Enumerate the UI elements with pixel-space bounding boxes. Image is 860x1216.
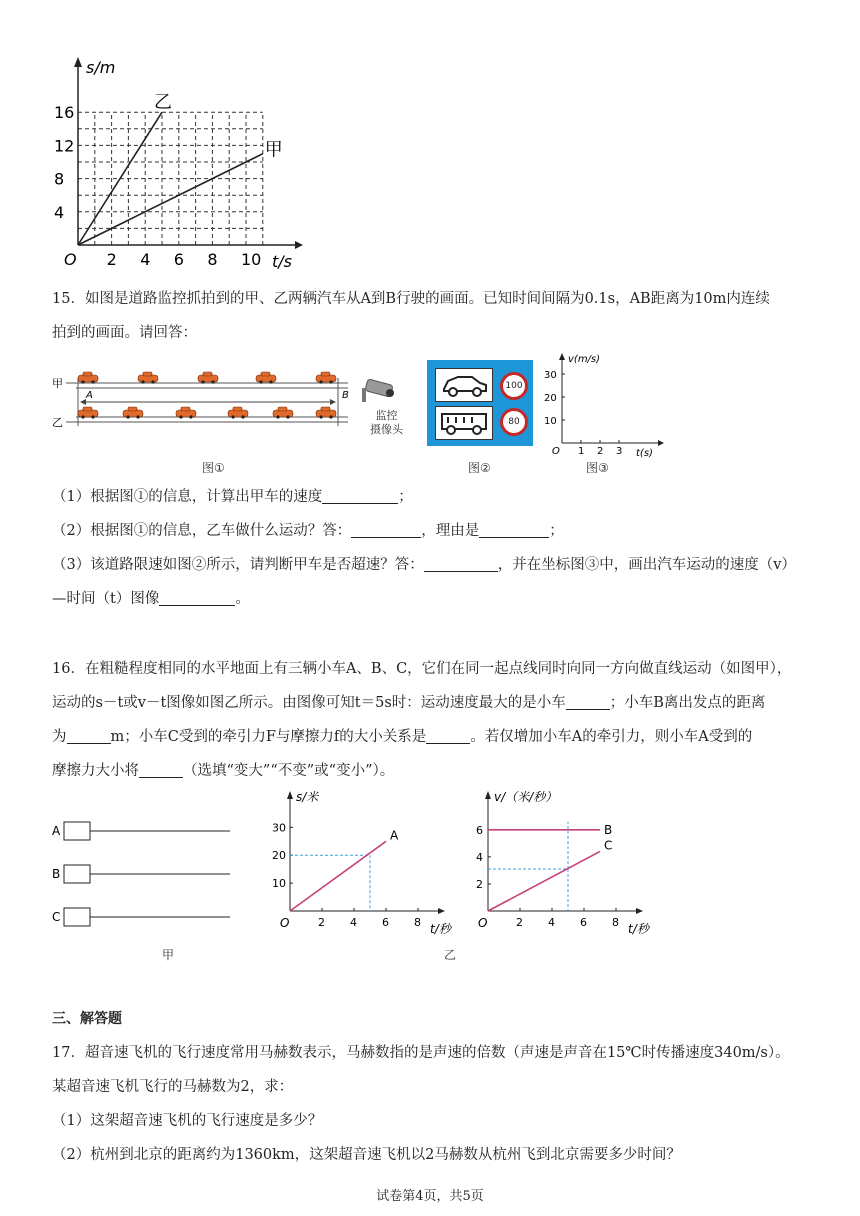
chart-ylabel: s/米: [296, 790, 319, 804]
car-icon: [316, 407, 336, 419]
fig1-point-A: A: [86, 390, 93, 401]
fig3-y-tick: 10: [544, 416, 557, 427]
top-x-tick: 6: [173, 250, 184, 269]
fig3-caption: 图③: [586, 461, 609, 475]
chart-xlabel: t/秒: [430, 922, 451, 936]
answer-blank[interactable]: [566, 693, 610, 710]
series-line: [290, 841, 386, 911]
x-tick: 4: [350, 916, 357, 929]
x-tick: 6: [382, 916, 389, 929]
car-A-label: A: [52, 824, 61, 838]
car-icon: [273, 407, 293, 419]
speed-limit-sign: [427, 360, 533, 446]
q16-text: 16．在粗糙程度相同的水平地面上有三辆小车A、B、C，它们在同一起点线同时向同一方向做直线运动（如图甲）， 运动的s－t或v－t图像如图乙所示。由图像可知t＝5s时：运动速度最大的是小车 ；小车B离出发点的距离 为 m；小车C受到的牵引力F与摩擦力f的大小关系是 。若仅增加小车A的牵引力，则小车A受到的 摩擦力大小将 （选填“变大”“不变”或“变小”）。: [52, 661, 792, 779]
answer-blank[interactable]: [159, 589, 235, 606]
top-series-line: [78, 154, 263, 245]
section-heading: 三、解答题: [52, 1011, 122, 1027]
car-icon: [256, 372, 276, 384]
fig3-vt-axes: [540, 348, 670, 458]
fig-jia-cars: [48, 810, 238, 930]
camera-label: 监控 摄像头: [370, 409, 403, 436]
q15-intro: [52, 282, 822, 350]
answer-blank[interactable]: [67, 727, 111, 744]
top-chart-grid: [78, 112, 263, 245]
top-xlabel: t/s: [272, 252, 292, 271]
car-icon: [78, 407, 98, 419]
answer-blank[interactable]: [426, 727, 470, 744]
answer-blank[interactable]: [351, 521, 421, 538]
fig3-x-tick: 1: [578, 446, 585, 457]
top-series-label: 甲: [264, 139, 283, 161]
car-icon: [123, 407, 143, 419]
top-st-chart: [50, 55, 310, 275]
car-icon: [316, 372, 336, 384]
car-C-label: C: [52, 910, 61, 924]
q15-part1: （1）根据图①的信息，计算出甲车的速度 ；: [52, 489, 413, 505]
q15-part3-cont: —时间（t）图像 。: [52, 591, 250, 607]
fig3-y-tick: 30: [544, 370, 557, 381]
fig3-x-tick: 2: [597, 446, 604, 457]
chart-origin: O: [478, 916, 488, 930]
fig1-row-jia: 甲: [52, 377, 63, 390]
car-icon: [435, 368, 493, 402]
car-icon: [138, 372, 158, 384]
y-tick: 2: [476, 877, 483, 891]
bus-icon: [435, 406, 493, 440]
car-icon: [228, 407, 248, 419]
y-tick: 4: [476, 850, 483, 864]
x-tick: 4: [548, 916, 555, 929]
top-y-tick: 16: [54, 103, 75, 123]
q15-intro-line1: 15．如图是道路监控抓拍到的甲、乙两辆汽车从A到B行驶的画面。已知时间间隔为0.1s，AB距离为10m内连续: [52, 291, 770, 307]
top-y-tick: 4: [54, 202, 65, 222]
q15-intro-line2: 拍到的画面。请回答：: [52, 325, 197, 341]
car-icon: [78, 372, 98, 384]
x-tick: 6: [580, 916, 587, 929]
series-label: B: [604, 822, 613, 837]
limit-car-100: 100: [500, 372, 528, 400]
y-tick: 10: [272, 877, 286, 891]
top-x-tick: 2: [106, 250, 117, 269]
top-ylabel: s/m: [86, 58, 116, 77]
top-origin: O: [64, 250, 77, 269]
fig-yi-caption: 乙: [444, 948, 457, 962]
top-y-arrow: [74, 57, 82, 67]
y-tick: 30: [272, 821, 286, 835]
fig1-point-B: B: [342, 390, 349, 401]
fig3-y-tick: 20: [544, 393, 557, 404]
camera-icon: [362, 379, 394, 402]
top-y-tick: 12: [54, 136, 75, 156]
x-tick: 2: [516, 916, 523, 929]
series-label: C: [604, 838, 613, 853]
car-icon: [176, 407, 196, 419]
top-x-tick: 4: [140, 250, 151, 269]
top-series-label: 乙: [154, 92, 172, 114]
limit-bus-80: 80: [500, 408, 528, 436]
page-footer: 试卷第4页，共5页: [376, 1189, 484, 1204]
x-tick: 8: [414, 916, 421, 929]
answer-blank[interactable]: [479, 521, 549, 538]
chart-origin: O: [280, 916, 290, 930]
chart-xlabel: t/秒: [628, 922, 649, 936]
fig3-x-tick: 3: [616, 446, 623, 457]
fig2-caption: 图②: [468, 461, 491, 475]
y-tick: 6: [476, 823, 483, 837]
fig-jia-caption: 甲: [162, 948, 175, 962]
fig3-origin: O: [552, 446, 560, 457]
series-line: [488, 851, 600, 911]
car-icon: [198, 372, 218, 384]
q17-text: 17．超音速飞机的飞行速度常用马赫数表示，马赫数指的是声速的倍数（声速是声音在15℃时传播速度340m/s）。 某超音速飞机飞行的马赫数为2，求： （1）这架超音速飞机的飞行速度是多少？ （2）杭州到北京的距离约为1360km，这架超音速飞机以2马赫数从杭州飞到北京需要多少时间？: [52, 1045, 790, 1163]
fig3-ylabel: v(m/s): [568, 354, 601, 365]
top-y-tick: 8: [54, 169, 65, 189]
answer-blank[interactable]: [322, 487, 398, 504]
q15-part3: （3）该道路限速如图②所示，请判断甲车是否超速？答： ，并在坐标图③中，画出汽车运动的速度（v）: [52, 557, 796, 573]
x-tick: 2: [318, 916, 325, 929]
fig1-row-yi: 乙: [52, 416, 63, 429]
top-x-arrow: [295, 241, 303, 249]
q16-st-chart: [262, 785, 462, 940]
answer-blank[interactable]: [424, 555, 498, 572]
y-tick: 20: [272, 849, 286, 863]
series-label: A: [390, 828, 399, 843]
top-x-tick: 8: [207, 250, 218, 269]
x-tick: 8: [612, 916, 619, 929]
chart-ylabel: v/（米/秒）: [494, 790, 558, 804]
q16-vt-chart: [460, 785, 660, 940]
fig3-xlabel: t(s): [636, 448, 653, 458]
answer-blank[interactable]: [139, 761, 183, 778]
top-x-tick: 10: [241, 250, 262, 269]
car-B-label: B: [52, 867, 61, 881]
fig1-caption: 图①: [202, 461, 225, 475]
q15-part2: （2）根据图①的信息，乙车做什么运动？答： ，理由是 ；: [52, 523, 564, 539]
